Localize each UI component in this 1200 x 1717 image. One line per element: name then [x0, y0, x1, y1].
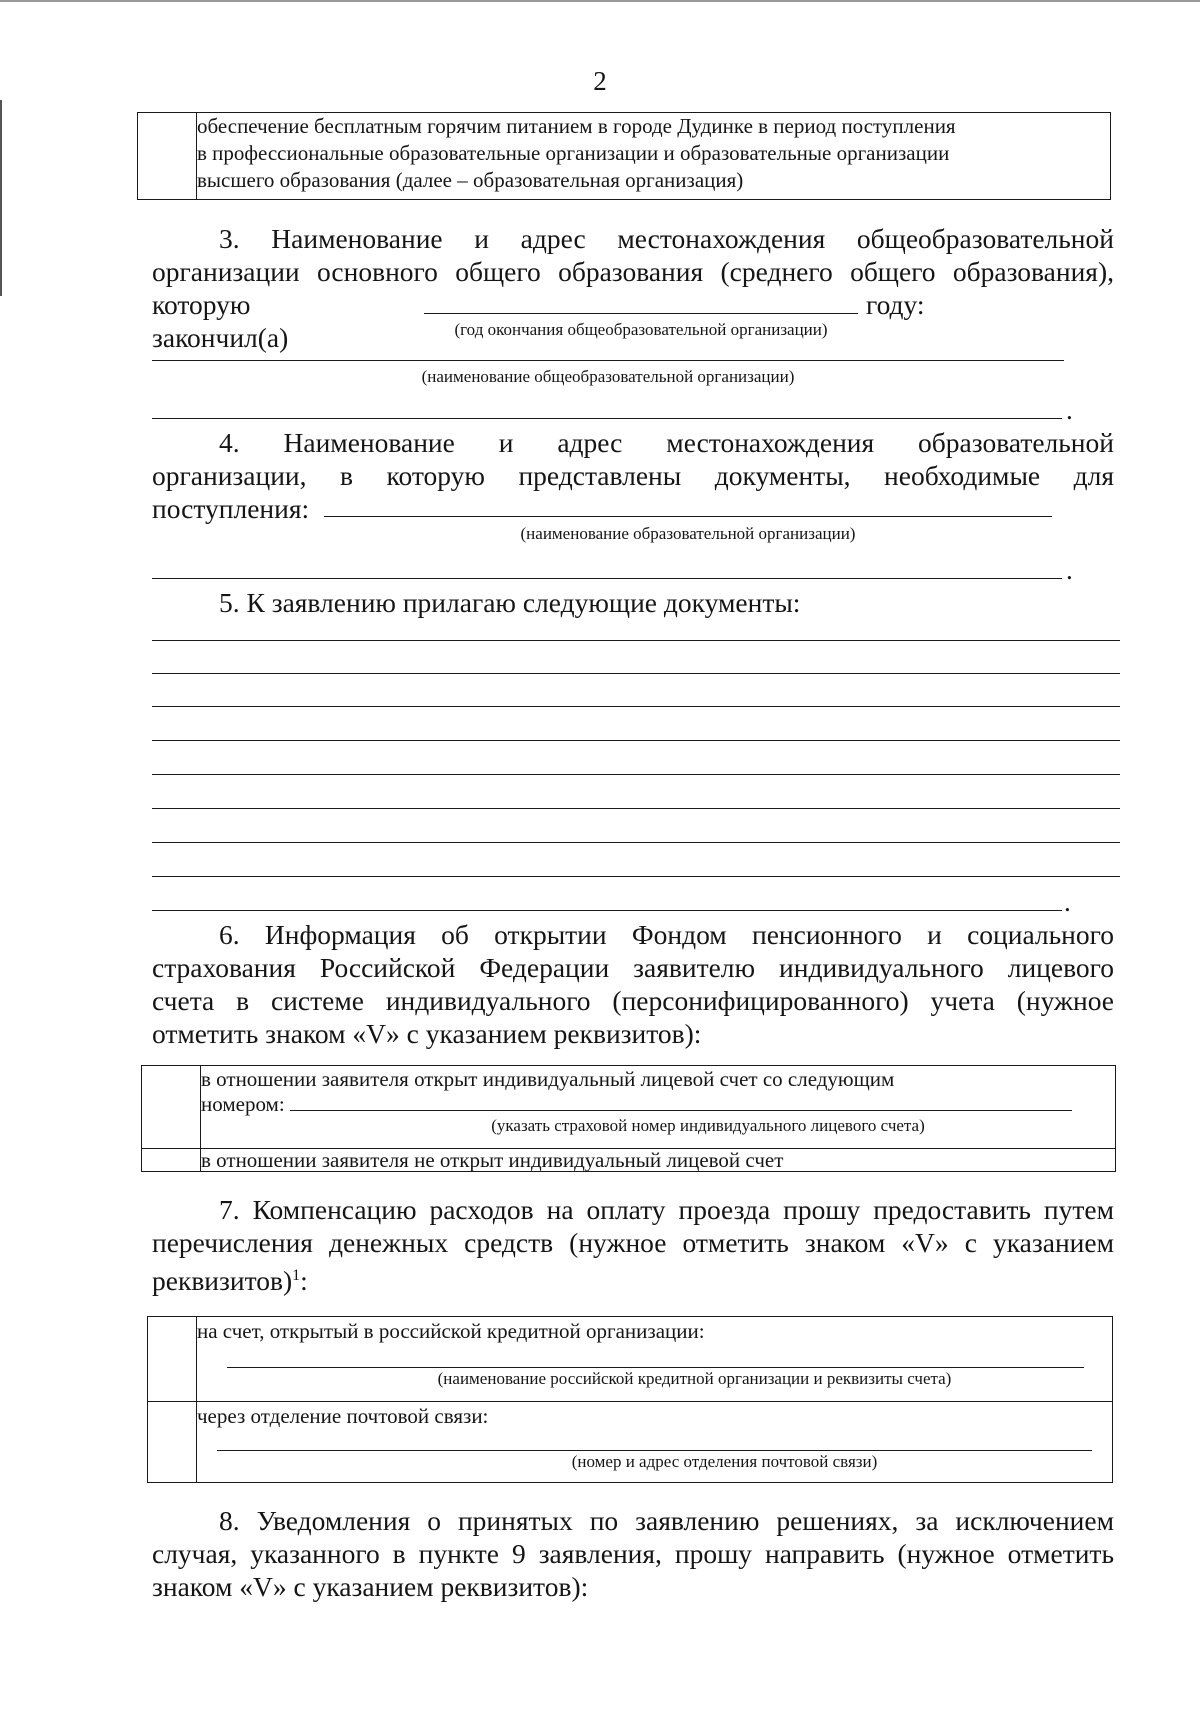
option-text: в отношении заявителя открыт индивидуальный лицевой счет со следующим [201, 1067, 895, 1091]
s6-line3: счета в системе индивидуального (персонифицированного) учета (нужное [152, 985, 1114, 1016]
s4-line2: организации, в которую представлены документы, необходимые для [152, 460, 1114, 491]
box-line: в профессиональные образовательные организации и образовательные организации [197, 141, 950, 165]
checkbox-bank-account[interactable] [148, 1317, 197, 1402]
s7-line3: реквизитов)$^1$: [152, 1265, 308, 1297]
school-name-line-2[interactable] [152, 418, 1062, 419]
documents-line[interactable] [152, 842, 1120, 843]
caption-school-name: (наименование общеобразовательной организации) [421, 367, 795, 386]
s8-line1: 8. Уведомления о принятых по заявлению решениях, за исключением [219, 1505, 1114, 1536]
documents-line[interactable] [152, 673, 1120, 674]
box-payment-method [147, 1316, 1113, 1483]
box-free-meals-text [197, 113, 1111, 200]
s3-line1: 3. Наименование и адрес местонахождения общеобразовательной [219, 223, 1114, 254]
s4-line3: поступления: [152, 493, 310, 524]
documents-line[interactable] [152, 640, 1120, 641]
s8-line3: знаком «V» с указанием реквизитов): [152, 1571, 589, 1602]
page-number: 2 [593, 66, 607, 96]
post-office-line[interactable] [217, 1450, 1092, 1451]
year-input-line[interactable] [424, 313, 858, 314]
school-name-line-1[interactable] [152, 360, 1064, 361]
checkbox-account-opened[interactable] [142, 1066, 201, 1149]
scan-top-edge [0, 0, 1200, 2]
caption-institution: (наименование образовательной организации) [520, 524, 856, 543]
caption-insurance-number: (указать страховой номер индивидуального лицевого счета) [491, 1116, 925, 1135]
box-free-meals [137, 112, 1111, 200]
documents-line[interactable] [152, 774, 1120, 775]
s3-line2: организации основного общего образования (среднего общего образования), [152, 256, 1114, 287]
box-line: высшего образования (далее – образовательная организация) [197, 168, 744, 192]
s4-line1: 4. Наименование и адрес местонахождения образовательной [219, 427, 1114, 458]
checkbox-account-not-opened[interactable] [142, 1149, 201, 1172]
footnote-mark[interactable]: 1 [292, 1267, 301, 1284]
option-account-not-opened: в отношении заявителя не открыт индивидуальный лицевой счет [201, 1149, 1116, 1172]
s3-line3-end: году: [866, 289, 925, 320]
period: . [1064, 887, 1071, 917]
institution-line-2[interactable] [152, 578, 1062, 579]
s7-line1: 7. Компенсацию расходов на оплату проезда прошу предоставить путем [219, 1194, 1114, 1225]
caption-year: (год окончания общеобразовательной организации) [454, 320, 828, 339]
checkbox-post-office[interactable] [148, 1402, 197, 1483]
option-account-opened [201, 1066, 1116, 1149]
box-account-info [141, 1065, 1116, 1172]
s5-heading: 5. К заявлению прилагаю следующие документы: [219, 587, 801, 618]
s6-line4: отметить знаком «V» с указанием реквизитов): [152, 1018, 702, 1049]
documents-line[interactable] [152, 808, 1120, 809]
option-bank-account [197, 1317, 1113, 1402]
box-line: обеспечение бесплатным горячим питанием в городе Дудинке в период поступления [197, 114, 956, 138]
bank-details-line[interactable] [227, 1367, 1084, 1368]
s8-line2: случая, указанного в пункте 9 заявления, прошу направить (нужное отметить [152, 1538, 1114, 1569]
option-post-office [197, 1402, 1113, 1483]
s6-line1: 6. Информация об открытии Фондом пенсионного и социального [219, 919, 1114, 950]
s6-line2: страхования Российской Федерации заявителю индивидуального лицевого [152, 952, 1114, 983]
documents-line[interactable] [152, 910, 1062, 911]
checkbox-free-meals[interactable] [138, 113, 197, 200]
scan-left-edge-mark [0, 100, 2, 296]
caption-bank-details: (наименование российской кредитной организации и реквизиты счета) [437, 1369, 952, 1388]
caption-post-office: (номер и адрес отделения почтовой связи) [571, 1452, 878, 1471]
s3-line3-start: которую закончил(а) [152, 289, 289, 353]
period: . [1066, 395, 1073, 425]
option-text: через отделение почтовой связи: [197, 1404, 489, 1428]
institution-input-line[interactable] [324, 516, 1052, 517]
documents-line[interactable] [152, 706, 1120, 707]
insurance-number-line[interactable] [290, 1092, 1072, 1111]
number-label: номером: [201, 1092, 285, 1116]
s7-line2: перечисления денежных средств (нужное отметить знаком «V» с указанием [152, 1227, 1114, 1258]
documents-line[interactable] [152, 876, 1120, 877]
period: . [1066, 555, 1073, 585]
option-text: на счет, открытый в российской кредитной организации: [197, 1319, 705, 1343]
documents-line[interactable] [152, 740, 1120, 741]
